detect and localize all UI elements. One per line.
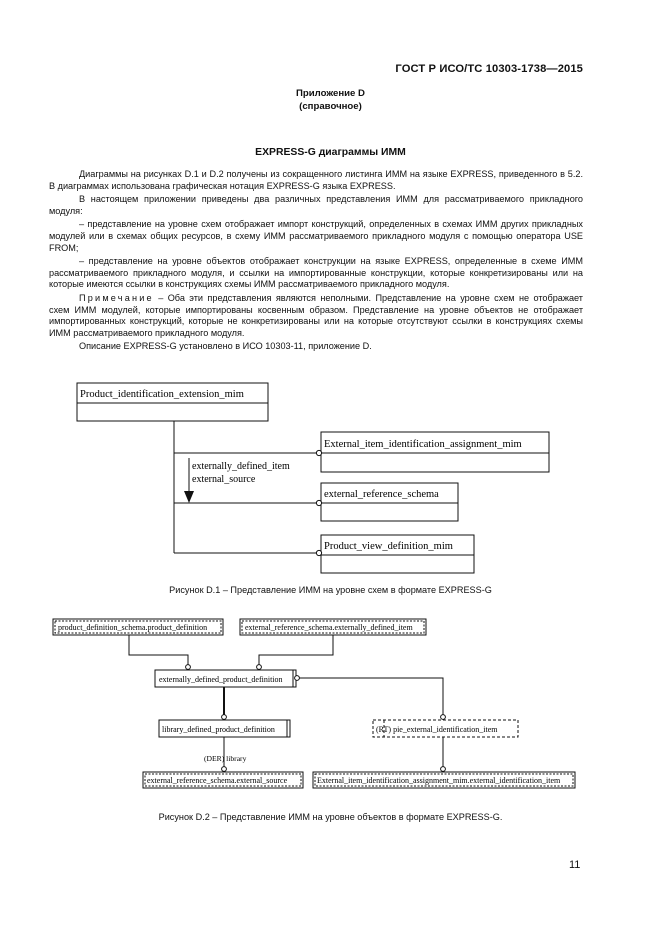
ref-label-product-definition: product_definition_schema.product_definition: [58, 623, 208, 632]
schema-box-1: [321, 432, 549, 472]
paragraph-4: – представление на уровне объектов отображает конструкции на языке EXPRESS, определенные в схеме ИММ рассматриваемого прикладного модуля, и ссылки на импортированные конструкции, которые конкретизированы или на которые имеются ссылки в конструкциях схемы ИММ рассматриваемого прикладного модуля.: [49, 256, 583, 290]
annex-subtitle: (справочное): [299, 101, 362, 112]
schema-label-2: external_reference_schema: [324, 489, 439, 500]
note-label: Примечание: [79, 292, 154, 303]
arrow-down-icon: [184, 491, 194, 503]
figure-d2-caption: Рисунок D.2 – Представление ИММ на уровне объектов в формате EXPRESS-G.: [158, 812, 503, 822]
ref-label-external-source: external_reference_schema.external_source: [147, 776, 288, 785]
note-text: – Оба эти представления являются неполными. Представление на уровне схем не отображает схем ИММ модулей, которые импортированы косвенным образом. Представление на уровне объектов не отображает импортированных конструкций, которые не конкретизированы или на которые отсутствуют ссылки в конструкциях схемы ИММ рассматриваемого прикладного модуля.: [49, 292, 583, 338]
page-number: 11: [569, 859, 581, 871]
select-label-item: (RT) pie_external_identification_item: [376, 725, 498, 734]
figure-d1-caption: Рисунок D.1 – Представление ИММ на уровне схем в формате EXPRESS-G: [169, 585, 492, 595]
paragraph-1: Диаграммы на рисунках D.1 и D.2 получены из сокращенного листинга ИММ на языке EXPRESS, приведенного в 5.2. В диаграммах использована графическая нотация EXPRESS-G языка EXPRESS.: [49, 169, 583, 191]
reference-label-2: external_source: [192, 474, 256, 485]
paragraph-5: Описание EXPRESS-G установлено в ИСО 10303-11, приложение D.: [79, 341, 372, 352]
paragraph-3: – представление на уровне схем отображает импорт конструкций, определенных в схемах ИММ других прикладных модулей или в схемах общих ресурсов, в схему ИММ рассматриваемого прикладного модуля с помощью оператора USE FROM;: [49, 219, 583, 253]
ref-label-external-identification-item: External_item_identification_assignment_mim.external_identification_item: [317, 776, 561, 785]
ref-label-externally-defined-item: external_reference_schema.externally_defined_item: [245, 623, 413, 632]
entity-label-library: library_defined_product_definition: [162, 725, 275, 734]
standard-header: ГОСТ Р ИСО/ТС 10303-1738—2015: [395, 63, 583, 75]
entity-label-externally-defined: externally_defined_product_definition: [159, 675, 283, 684]
main-schema-label: Product_identification_extension_mim: [80, 389, 244, 400]
paragraph-2: В настоящем приложении приведены два различных представления ИММ для рассматриваемого прикладного модуля:: [49, 194, 583, 216]
schema-label-1: External_item_identification_assignment_mim: [324, 439, 522, 450]
annex-title: Приложение D: [296, 88, 365, 99]
relation-label: (DER) library: [204, 754, 247, 763]
reference-label-1: externally_defined_item: [192, 461, 290, 472]
section-title: EXPRESS-G диаграммы ИММ: [255, 147, 406, 158]
schema-label-3: Product_view_definition_mim: [324, 541, 453, 552]
